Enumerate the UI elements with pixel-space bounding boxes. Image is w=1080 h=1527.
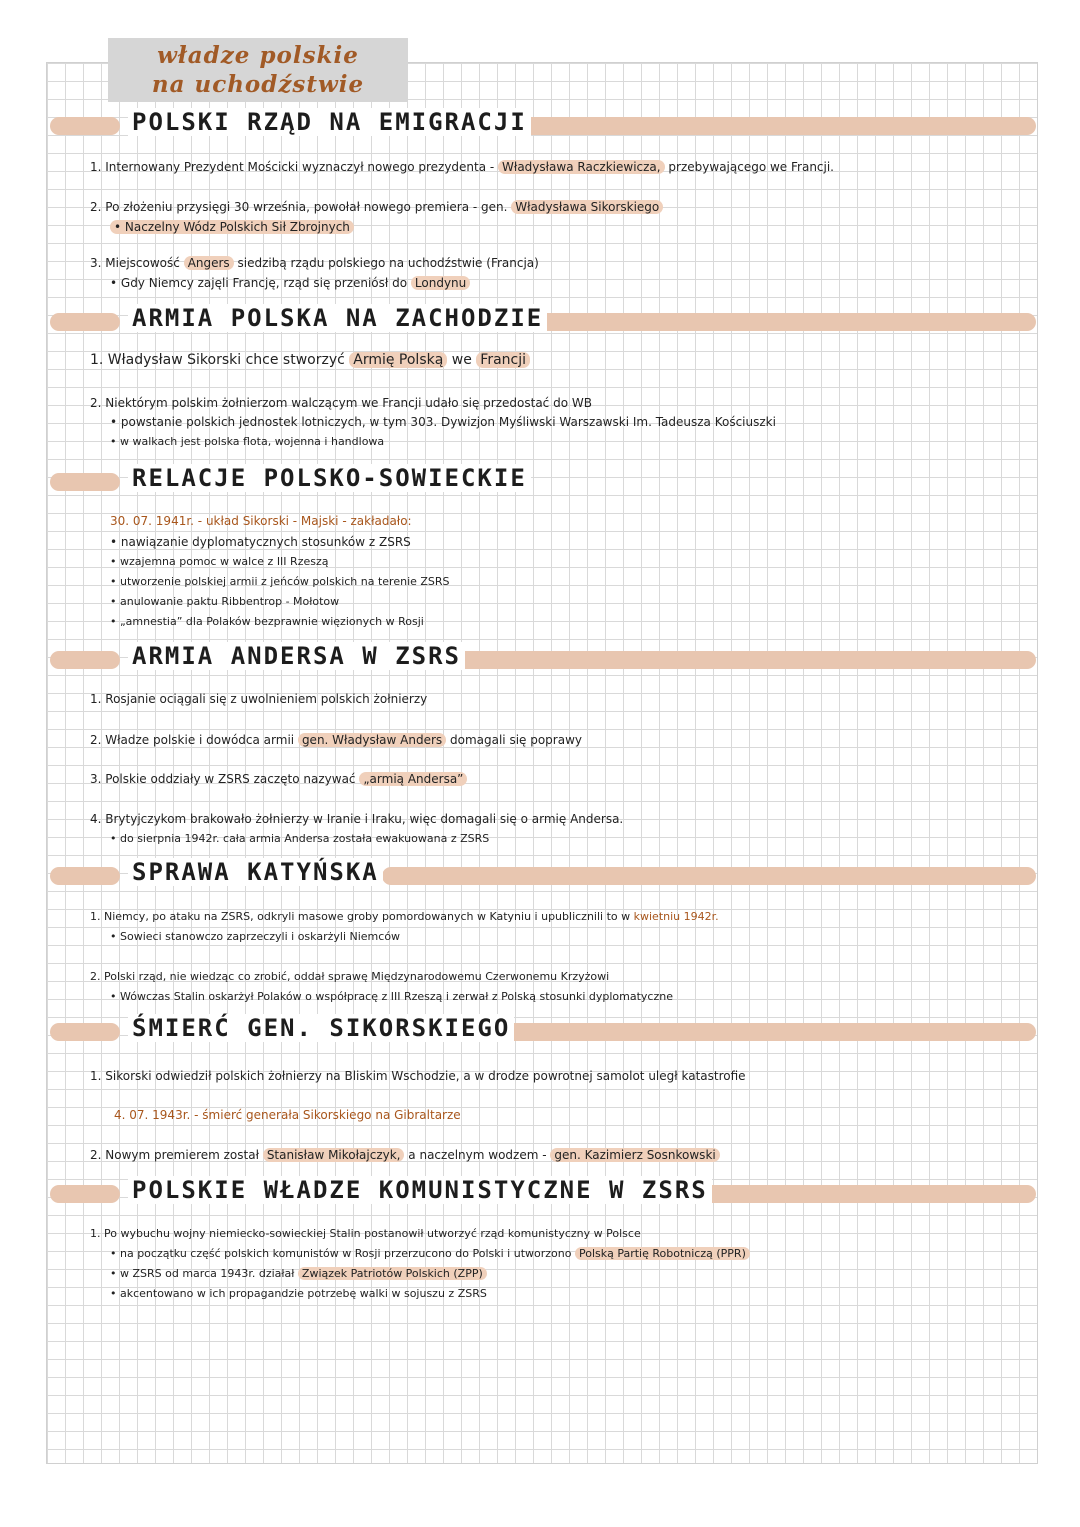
section-heading: ŚMIERĆ GEN. SIKORSKIEGO <box>128 1014 514 1042</box>
note-line: • akcentowano w ich propagandzie potrzebę walki w sojuszu z ZSRS <box>110 1287 487 1300</box>
highlight-bar <box>502 1023 1036 1041</box>
note-line: 3. Miejscowość Angers siedzibą rządu polskiego na uchodźstwie (Francja) <box>90 256 539 270</box>
note-line: 2. Polski rząd, nie wiedząc co zrobić, oddał sprawę Międzynarodowemu Czerwonemu Krzyżowi <box>90 970 610 983</box>
highlight-bar <box>50 867 120 885</box>
section-heading-row <box>46 642 1036 670</box>
highlight-bar <box>382 867 1036 885</box>
title-line-1: władze polskie <box>157 42 359 69</box>
section-heading-row <box>46 1176 1036 1204</box>
note-line: • do sierpnia 1942r. cała armia Andersa została ewakuowana z ZSRS <box>110 832 490 845</box>
note-line: 1. Internowany Prezydent Mościcki wyznaczył nowego prezydenta - Władysława Raczkiewicza, przebywającego we Francji. <box>90 160 834 174</box>
highlight-bar <box>438 651 1036 669</box>
section-heading: ARMIA POLSKA NA ZACHODZIE <box>128 304 547 332</box>
note-line: • nawiązanie dyplomatycznych stosunków z ZSRS <box>110 535 411 549</box>
note-line: 30. 07. 1941r. - układ Sikorski - Majski - zakładało: <box>110 514 412 528</box>
note-line: • anulowanie paktu Ribbentrop - Mołotow <box>110 595 340 608</box>
note-line: • Sowieci stanowczo zaprzeczyli i oskarżyli Niemców <box>110 930 401 943</box>
note-line: • powstanie polskich jednostek lotniczych, w tym 303. Dywizjon Myśliwski Warszawski Im. Tadeusza Kościuszki <box>110 415 776 429</box>
note-line: 1. Władysław Sikorski chce stworzyć Armię Polską we Francji <box>90 352 530 368</box>
note-line: 2. Po złożeniu przysięgi 30 września, powołał nowego premiera - gen. Władysława Sikorskiego <box>90 200 663 214</box>
note-line: 2. Niektórym polskim żołnierzom walczącym we Francji udało się przedostać do WB <box>90 396 592 410</box>
section-heading-row <box>46 108 1036 136</box>
note-line: • Wówczas Stalin oskarżył Polaków o współpracę z III Rzeszą i zerwał z Polską stosunki dyplomatyczne <box>110 990 673 1003</box>
section-heading: RELACJE POLSKO-SOWIECKIE <box>128 464 531 492</box>
note-line: • wzajemna pomoc w walce z III Rzeszą <box>110 555 329 568</box>
note-line: • „amnestia” dla Polaków bezprawnie więzionych w Rosji <box>110 615 424 628</box>
note-line: 1. Po wybuchu wojny niemiecko-sowieckiej Stalin postanowił utworzyć rząd komunistyczny w Polsce <box>90 1227 641 1240</box>
section-heading-row <box>46 304 1036 332</box>
note-line: • Naczelny Wódz Polskich Sił Zbrojnych <box>110 220 354 234</box>
section-heading: POLSKIE WŁADZE KOMUNISTYCZNE W ZSRS <box>128 1176 712 1204</box>
highlight-bar <box>50 473 120 491</box>
note-line: 1. Sikorski odwiedził polskich żołnierzy na Bliskim Wschodzie, a w drodze powrotnej samolot uległ katastrofie <box>90 1069 746 1083</box>
highlight-bar <box>676 1185 1036 1203</box>
highlight-bar <box>516 117 1036 135</box>
note-line: 4. 07. 1943r. - śmierć generała Sikorskiego na Gibraltarze <box>114 1108 461 1122</box>
section-heading: ARMIA ANDERSA W ZSRS <box>128 642 465 670</box>
section-heading-row <box>46 1014 1036 1042</box>
note-line: • w walkach jest polska flota, wojenna i handlowa <box>110 435 385 448</box>
title-line-2: na uchodźstwie <box>151 71 365 98</box>
note-line: • Gdy Niemcy zajęli Francję, rząd się przeniósł do Londynu <box>110 276 470 290</box>
note-line: • w ZSRS od marca 1943r. działał Związek Patriotów Polskich (ZPP) <box>110 1267 487 1280</box>
note-line: 2. Władze polskie i dowódca armii gen. Władysław Anders domagali się poprawy <box>90 733 583 747</box>
note-line: 1. Niemcy, po ataku na ZSRS, odkryli masowe groby pomordowanych w Katyniu i upublicznili to w kwietniu 1942r. <box>90 910 719 923</box>
section-heading-row <box>46 858 1036 886</box>
section-heading: POLSKI RZĄD NA EMIGRACJI <box>128 108 531 136</box>
note-line: • utworzenie polskiej armii z jeńców polskich na terenie ZSRS <box>110 575 450 588</box>
highlight-bar <box>532 313 1036 331</box>
highlight-bar <box>50 1185 120 1203</box>
note-line: 1. Rosjanie ociągali się z uwolnieniem polskich żołnierzy <box>90 692 428 706</box>
section-heading: SPRAWA KATYŃSKA <box>128 858 383 886</box>
note-line: 3. Polskie oddziały w ZSRS zaczęto nazywać „armią Andersa” <box>90 772 467 786</box>
highlight-bar <box>50 117 120 135</box>
note-line: • na początku część polskich komunistów w Rosji przerzucono do Polski i utworzono Polską Partię Robotniczą (PPR) <box>110 1247 750 1260</box>
section-heading-row <box>46 464 1036 492</box>
highlight-bar <box>50 651 120 669</box>
page-title <box>108 38 408 102</box>
highlight-bar <box>50 1023 120 1041</box>
note-line: 4. Brytyjczykom brakowało żołnierzy w Iranie i Iraku, więc domagali się o armię Andersa. <box>90 812 624 826</box>
highlight-bar <box>50 313 120 331</box>
note-line: 2. Nowym premierem został Stanisław Mikołajczyk, a naczelnym wodzem - gen. Kazimierz Sosnkowski <box>90 1148 720 1162</box>
